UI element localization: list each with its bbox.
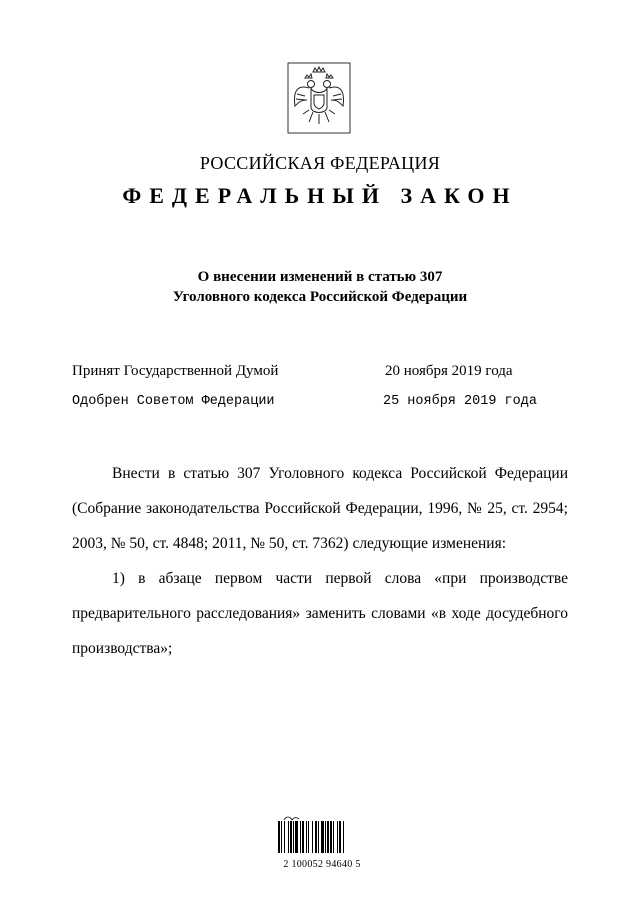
barcode-bar — [300, 821, 301, 853]
barcode-stamp-mark — [284, 817, 299, 820]
barcode-bar — [312, 821, 313, 853]
document-type-heading: ФЕДЕРАЛЬНЫЙ ЗАКОН — [122, 183, 518, 208]
barcode-bar — [333, 821, 334, 853]
barcode-bar — [293, 821, 294, 853]
barcode-number: 2 100052 94640 5 — [283, 859, 361, 870]
barcode-bar — [315, 821, 317, 853]
barcode-bar — [281, 821, 282, 853]
coat-of-arms-icon — [287, 62, 351, 134]
barcode-bar — [278, 821, 280, 853]
barcode-bar — [302, 821, 304, 853]
law-title — [0, 267, 640, 307]
barcode-bar — [290, 821, 292, 853]
barcode-bar — [325, 821, 326, 853]
law-title-line2: Уголовного кодекса Российской Федерации — [172, 289, 468, 305]
barcode-bars — [276, 815, 368, 853]
duma-adoption-date: 20 ноября 2019 года — [385, 363, 513, 379]
body-paragraph-intro: Внести в статью 307 Уголовного кодекса Российской Федерации (Собрание законодательства Российской Федерации, 1996, № 25, ст. 2954; 2003, № 50, ст. 4848; 2011, № 50, ст. 7362) следующие изменения: — [72, 465, 568, 552]
barcode-bar — [295, 821, 298, 853]
council-approval-date: 25 ноября 2019 года — [383, 394, 537, 409]
council-approval-label: Одобрен Советом Федерации — [72, 394, 275, 409]
barcode-bar — [288, 821, 289, 853]
barcode-bar — [343, 821, 344, 853]
barcode-bar — [339, 821, 341, 853]
barcode-bar — [337, 821, 338, 853]
barcode-bar — [284, 821, 285, 853]
barcode-bar — [306, 821, 307, 853]
barcode-bar — [330, 821, 332, 853]
barcode-bar — [321, 821, 324, 853]
barcode — [276, 815, 368, 870]
body-paragraph-item1: 1) в абзаце первом части первой слова «при производстве предварительного расследования» заменить словами «в ходе досудебного производства»; — [72, 570, 568, 657]
duma-adoption-label: Принят Государственной Думой — [72, 363, 279, 379]
law-title-line1: О внесении изменений в статью 307 — [197, 269, 443, 285]
barcode-bar — [308, 821, 309, 853]
country-heading: РОССИЙСКАЯ ФЕДЕРАЦИЯ — [199, 153, 441, 173]
barcode-bar — [318, 821, 319, 853]
barcode-bar — [327, 821, 329, 853]
